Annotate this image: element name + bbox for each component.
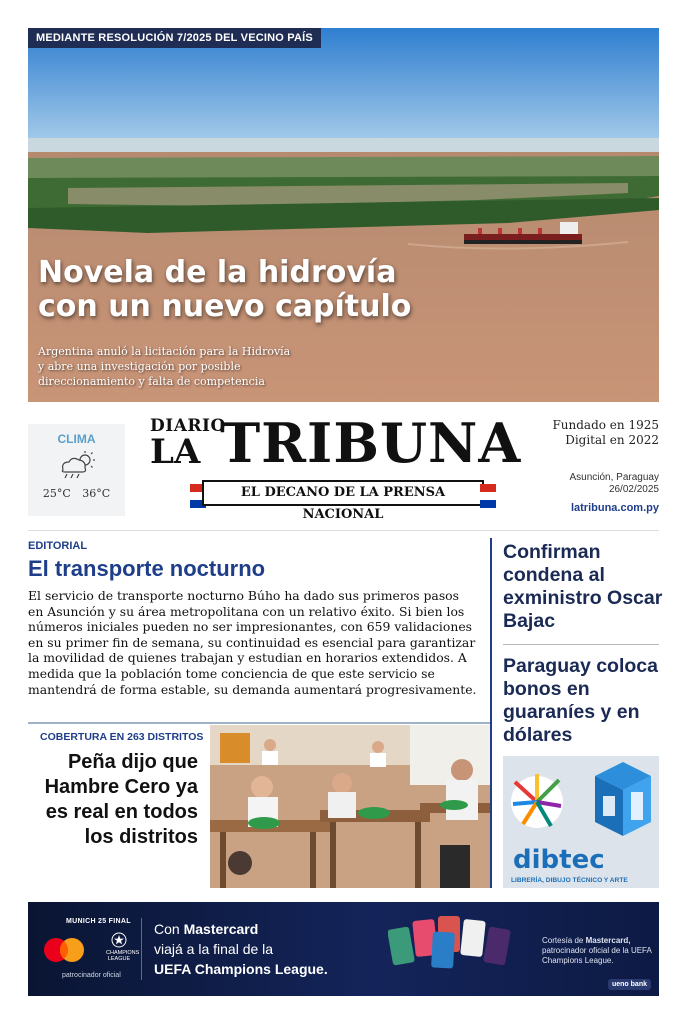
masthead-logo[interactable] [150,411,540,522]
dateline-city: Asunción, Paraguay [569,472,659,483]
ucl-label: CHAMPIONS LEAGUE [106,950,140,962]
founded-info [552,418,659,448]
sidebar-story-bajac[interactable]: Confirman condena al exministro Oscar Bajac [503,541,663,632]
hero-story[interactable] [28,28,659,402]
temp-max: 36°C [82,487,111,500]
sponsor-label: patrocinador oficial [62,972,121,979]
masthead-slogan: EL DECANO DE LA PRENSA NACIONAL [202,480,484,506]
dibtec-tagline: LIBRERÍA, DIBUJO TÉCNICO Y ARTE [511,877,628,884]
editorial-body: El servicio de transporte nocturno Búho ha dado sus primeros pasos en Asunción y su área metropolitana con un relativo éxito. Si bien los números iniciales pueden no ser impresionantes, con 659 validaciones en su primer fin de semana, su continuidad es esencial para garantizar la movilidad de quienes trabajan y estudian en horarios extendidos. A medida que la población tome conciencia de que este servicio se mantendrá de forma estable, su demanda aumentará progresivamente. [28,588,477,697]
mastercard-banner-ad[interactable] [28,902,659,996]
dateline-date: 26/02/2025 [608,484,659,495]
founded-year: Fundado en 1925 [552,418,659,432]
lower-divider [28,722,490,724]
temp-min: 25°C [42,487,71,500]
weather-widget [28,424,125,516]
ucl-logo [106,932,140,962]
website-link[interactable]: latribuna.com.py [570,502,659,514]
banner-line3: UEFA Champions League. [154,961,328,977]
logo-la: LA [150,432,201,472]
flag-right-icon [480,484,496,508]
sidebar-divider [503,644,659,645]
rain-sun-cloud-icon [55,450,99,480]
dibtec-ad[interactable] [503,756,659,888]
dateline [569,472,659,496]
editorial-label: EDITORIAL [28,540,88,552]
slogan-band [190,480,496,522]
hero-headline[interactable]: Novela de la hidrovía con un nuevo capítulo [38,255,412,324]
banner-courtesy [542,936,654,966]
hero-deck: Argentina anuló la licitación para la Hidrovía y abre una investigación por posible direccionamiento y falta de competencia [38,345,291,388]
dibtec-ad-art [503,756,659,888]
school-lunch-photo-art [210,725,490,888]
sidebar-story-bonos[interactable]: Paraguay coloca bonos en guaraníes y en dólares [503,655,658,746]
weather-label: CLIMA [57,432,96,446]
logo-tribuna: TRIBUNA [220,411,522,475]
cards-illustration [388,902,518,996]
dibtec-cube-logo [595,762,651,836]
courtesy-pre: Cortesía de [542,936,586,945]
editorial-title[interactable]: El transporte nocturno [28,556,266,581]
courtesy-post: patrocinador oficial de la UEFA Champions League. [542,946,652,965]
courtesy-brand: Mastercard, [585,936,631,945]
digital-year: Digital en 2022 [565,433,659,447]
banner-line1-pre: Con [154,921,184,937]
banner-divider [141,918,142,980]
lower-story-label: COBERTURA EN 263 DISTRITOS [40,731,204,743]
hero-kicker: MEDIANTE RESOLUCIÓN 7/2025 DEL VECINO PAÍS [28,28,321,48]
mastercard-logo-icon [42,936,86,964]
column-divider [490,538,492,888]
final-label: MUNICH 25 FINAL [66,918,131,925]
banner-copy [154,919,328,979]
school-lunch-photo[interactable] [210,725,490,888]
section-divider [28,530,659,531]
ucl-starball-icon [111,932,127,948]
lower-story-headline[interactable]: Peña dijo que Hambre Cero ya es real en todos los distritos [44,751,198,848]
ueno-bank-logo: ueno bank [608,979,651,990]
banner-line1-brand: Mastercard [183,921,259,937]
banner-line2: viajá a la final de la [154,941,274,957]
logo-diario: DIARIO [150,416,226,436]
dibtec-brand: dibtec [513,845,605,875]
